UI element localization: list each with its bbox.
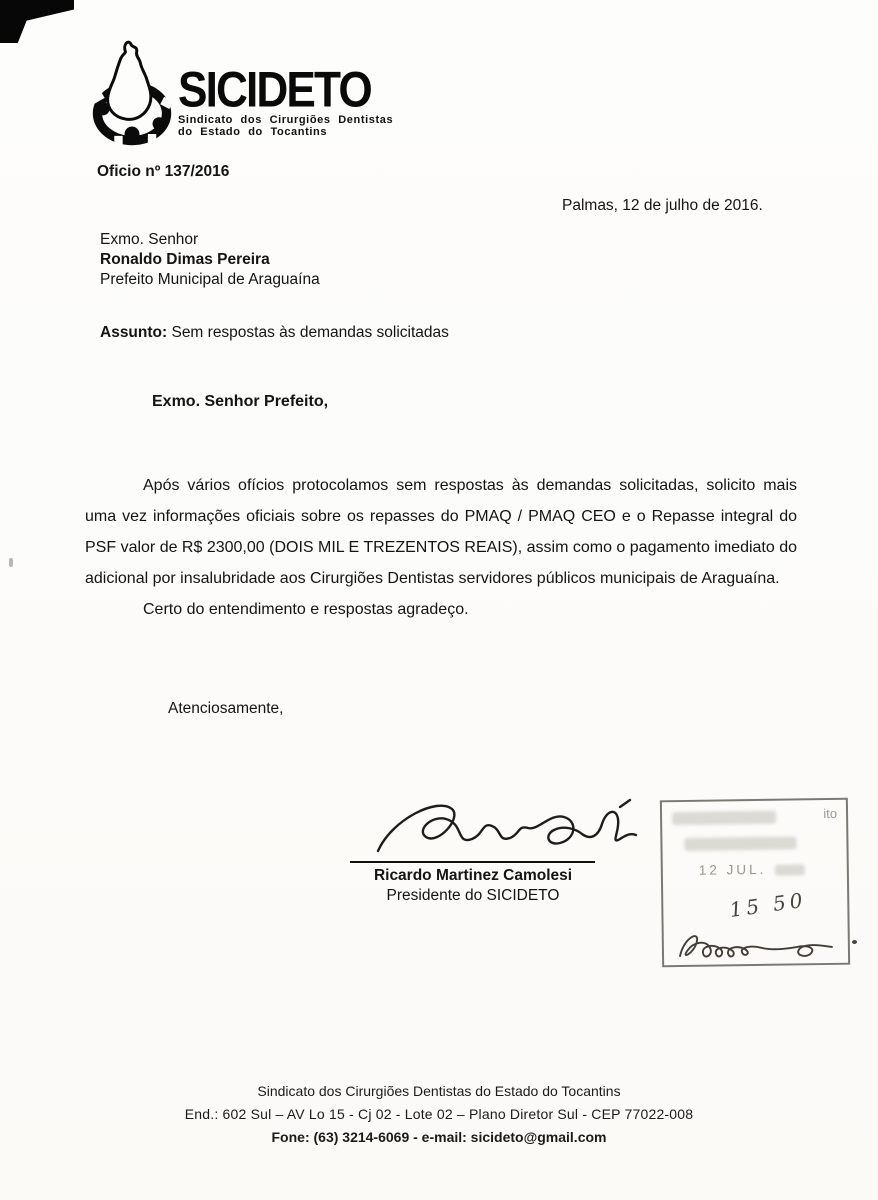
signatory-name: Ricardo Martinez Camolesi: [373, 867, 573, 884]
city-date-line: Palmas, 12 de julho de 2016.: [562, 197, 763, 214]
received-stamp: [660, 798, 850, 968]
letter-footer: [0, 1080, 878, 1149]
signature-rule: [350, 861, 595, 863]
logo-tagline-line2: do Estado do Tocantins: [178, 126, 328, 138]
logo-tagline: [178, 114, 393, 138]
recipient-block: [100, 230, 320, 290]
footer-org-name: Sindicato dos Cirurgiões Dentistas do Estado do Tocantins: [257, 1083, 621, 1099]
body-paragraph-2: Certo do entendimento e respostas agradeço.: [143, 601, 469, 618]
logo-text: [178, 34, 393, 138]
letter-closing: Atenciosamente,: [168, 700, 284, 717]
recipient-role: Prefeito Municipal de Araguaína: [100, 271, 320, 288]
recipient-name: Ronaldo Dimas Pereira: [100, 251, 270, 268]
stamp-faded-year-artifact: [775, 864, 805, 875]
subject-line: [100, 324, 449, 342]
handwritten-signature: [372, 793, 640, 869]
footer-address: End.: 602 Sul – AV Lo 15 - Cj 02 - Lote 02 – Plano Diretor Sul - CEP 77022-008: [184, 1106, 694, 1122]
signatory-block: [338, 866, 608, 906]
scan-speck-artifact: [9, 558, 13, 567]
stamp-faded-text-artifact: [672, 811, 776, 825]
letter-greeting: Exmo. Senhor Prefeito,: [152, 393, 329, 410]
office-number: Oficio nº 137/2016: [97, 163, 230, 180]
stamp-date: 12 JUL.: [698, 861, 767, 878]
letterhead: [90, 34, 393, 150]
stamp-faded-text-artifact: [684, 836, 796, 851]
stamp-handwritten-time: 15 50: [728, 887, 808, 922]
logo-tagline-line1: Sindicato dos Cirurgiões Dentistas: [178, 114, 394, 126]
recipient-salutation: Exmo. Senhor: [100, 231, 199, 248]
body-paragraph-1: Após vários ofícios protocolamos sem respostas às demandas solicitadas, solicito mais uma vez informações oficiais sobre os repasses do PMAQ / PMAQ CEO e o Repasse integral do PSF valor de R$ 2300,00 (DOIS MIL E TREZENTOS REAIS), assim como o pagamento imediato do adicional por insalubridade aos Cirurgiões Dentistas servidores públicos municipais de Araguaína.: [85, 477, 797, 587]
letter-body: [85, 470, 797, 625]
scan-corner-artifact: [0, 0, 74, 43]
stamp-handwritten-signature: [670, 920, 845, 962]
footer-phone-email: Fone: (63) 3214-6069 - e-mail: sicideto@gmail.com: [271, 1129, 607, 1145]
logo-wordmark: SICIDETO: [178, 60, 371, 117]
subject-text: Sem respostas às demandas solicitadas: [167, 324, 449, 341]
sicideto-logo-icon: [90, 34, 174, 150]
stamp-text-fragment: ito: [823, 805, 838, 822]
stamp-ink-dot: [852, 940, 857, 944]
signatory-title: Presidente do SICIDETO: [386, 887, 560, 904]
subject-label: Assunto:: [100, 324, 168, 341]
